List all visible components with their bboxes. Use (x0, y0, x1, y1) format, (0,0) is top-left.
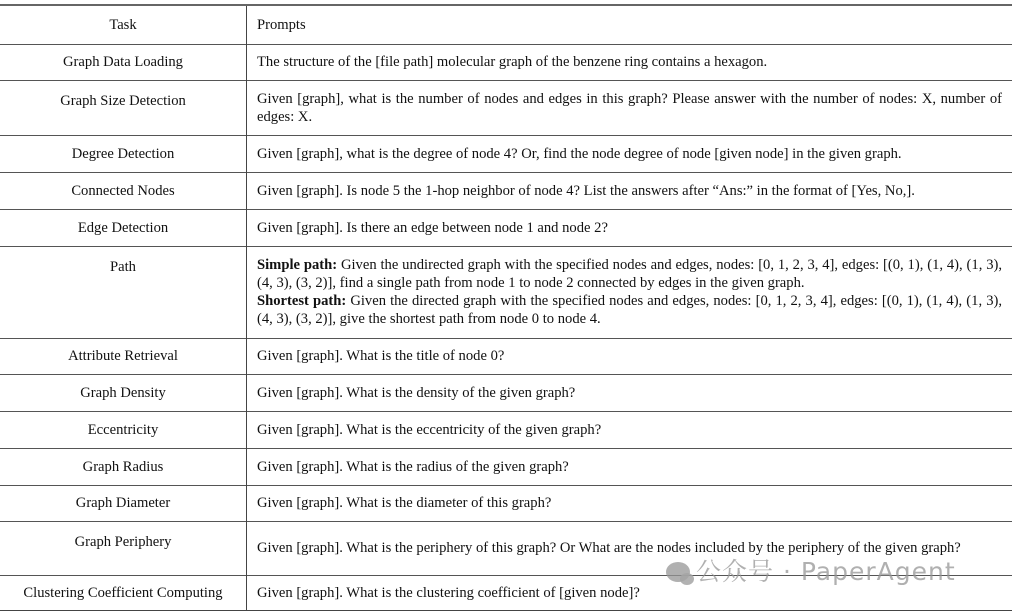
task-cell: Graph Diameter (0, 485, 247, 521)
prompt-cell: Given [graph]. What is the title of node 0? (257, 348, 505, 364)
prompt-cell: Given [graph]. What is the density of the given graph? (257, 384, 576, 401)
prompt-cell: Given [graph]. What is the periphery of this graph? Or What are the nodes included by the periphery of the given graph? (257, 540, 961, 556)
task-cell: Edge Detection (0, 209, 247, 246)
prompt-cell: Given [graph]. What is the diameter of this graph? (257, 495, 552, 511)
watermark-text: 公众号 · PaperAgent (696, 557, 956, 586)
task-cell: Degree Detection (0, 135, 247, 172)
table-row (0, 209, 1012, 246)
table-row (0, 135, 1012, 172)
task-cell: Graph Density (0, 374, 247, 411)
prompt-cell: Given [graph]. Is there an edge between node 1 and node 2? (257, 219, 608, 236)
task-prompts-table (0, 4, 1012, 611)
prompt-cell: Given [graph], what is the degree of node 4? Or, find the node degree of node [given node] in the given graph. (257, 145, 902, 162)
table-row (0, 338, 1012, 374)
table-row (0, 80, 1012, 135)
prompt-cell: Given [graph]. What is the radius of the given graph? (257, 458, 569, 475)
prompt-cell: The structure of the [file path] molecular graph of the benzene ring contains a hexagon. (257, 54, 768, 70)
table-row (0, 374, 1012, 411)
header-prompts: Prompts (257, 16, 306, 33)
task-cell: Graph Radius (0, 448, 247, 485)
task-cell: Path (0, 246, 247, 338)
task-cell: Graph Size Detection (0, 80, 247, 135)
shortest-path-text: Given the directed graph with the specified nodes and edges, nodes: [0, 1, 2, 3, 4], edges: [(0, 1), (1, 4), (1, 3), (4, 3), (3, 2)], give the shortest path from node 0 to node 4. (257, 293, 1002, 327)
task-cell: Graph Periphery (0, 521, 247, 575)
table-row (0, 411, 1012, 448)
table-row-path (0, 246, 1012, 338)
table-header-row (0, 5, 1012, 44)
task-cell: Connected Nodes (0, 172, 247, 209)
prompt-cell: Given [graph]. What is the clustering coefficient of [given node]? (257, 584, 640, 601)
simple-path-text: Given the undirected graph with the specified nodes and edges, nodes: [0, 1, 2, 3, 4], edges: [(0, 1), (1, 4), (1, 3), (4, 3), (3, 2)], find a single path from node 1 to node 2 connected by edges in the given graph. (257, 257, 1002, 291)
task-cell: Clustering Coefficient Computing (0, 575, 247, 610)
task-cell: Eccentricity (0, 411, 247, 448)
task-cell: Graph Data Loading (0, 44, 247, 80)
table-row (0, 172, 1012, 209)
table-row (0, 44, 1012, 80)
prompt-cell: Given [graph], what is the number of nodes and edges in this graph? Please answer with the number of nodes: X, number of edges: X. (257, 90, 1002, 125)
shortest-path-label: Shortest path: (257, 293, 347, 309)
prompt-cell: Given [graph]. Is node 5 the 1-hop neighbor of node 4? List the answers after “Ans:” in the format of [Yes, No,]. (257, 182, 915, 199)
table-row (0, 485, 1012, 521)
table-row (0, 448, 1012, 485)
simple-path-label: Simple path: (257, 257, 338, 273)
header-task: Task (0, 5, 247, 44)
task-cell: Attribute Retrieval (0, 338, 247, 374)
prompt-cell: Given [graph]. What is the eccentricity of the given graph? (257, 421, 602, 438)
table-row (0, 575, 1012, 610)
prompt-cell (247, 246, 1013, 338)
table-row (0, 521, 1012, 575)
